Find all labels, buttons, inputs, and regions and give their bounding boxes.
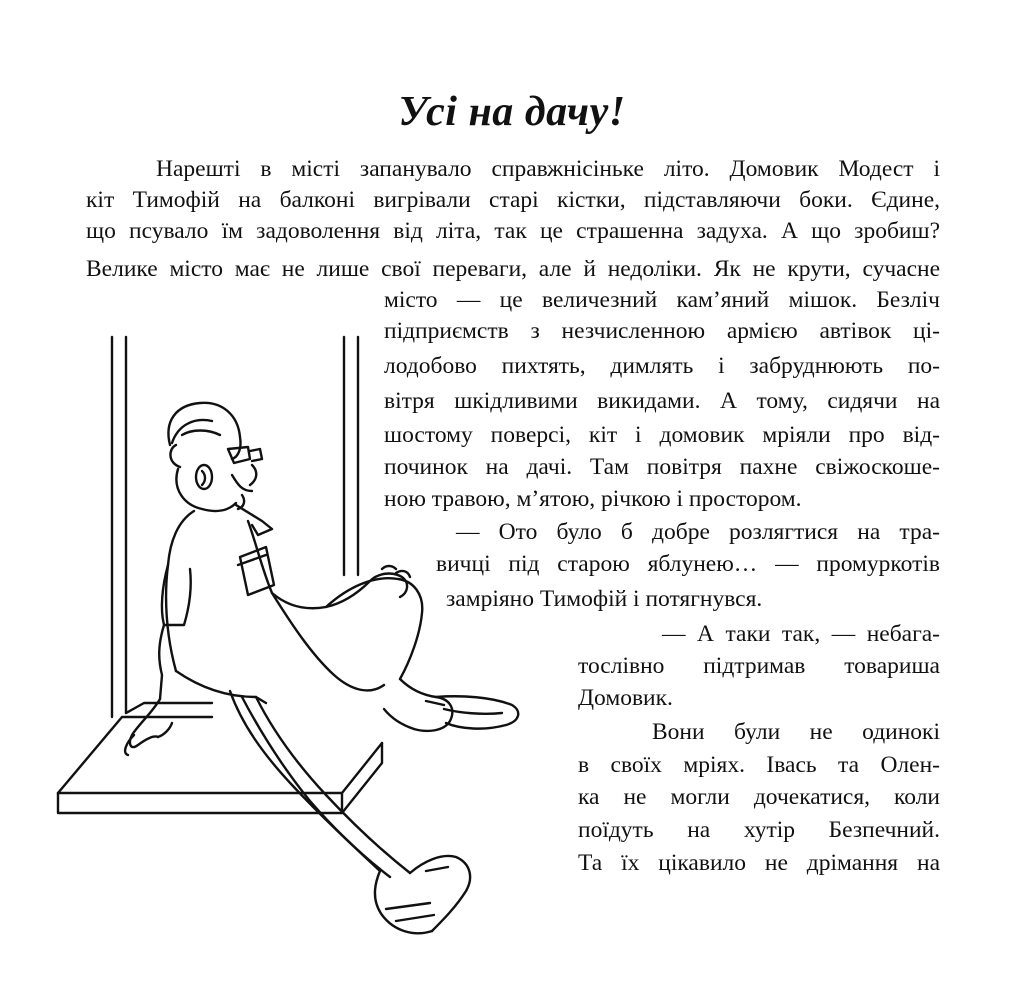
text-line: починок на дачі. Там повітря пахне свіжоскоше- [384,454,940,480]
text-line: ною травою, м’ятою, річкою і простором. [384,486,802,512]
text-line: вичці під старою яблунею… — промуркотів [436,551,940,577]
text-line: ка не могли дочекатися, коли [578,784,940,810]
text-line: Вони були не одинокі [652,719,940,745]
text-line: підприємств з незчисленною армією автівок ці- [384,318,940,344]
raised-leg [272,578,452,731]
text-line: кіт Тимофій на балконі вигрівали старі кістки, підставляючи боки. Єдине, [86,187,940,213]
text-line: — Ото було б добре розлягтися на тра- [456,519,940,545]
head [168,403,262,511]
text-line: Домовик. [578,685,673,711]
text-line: місто — це величезний кам’яний мішок. Безліч [384,287,940,313]
text-line: — А таки так, — небага- [662,621,940,647]
hanging-leg [176,671,470,933]
text-line: Велике місто має не лише свої переваги, але й недоліки. Як не крути, сучасне [86,256,940,282]
text-line: шостому поверсі, кіт і домовик мріяли про від- [384,422,940,448]
text-line: в своїх мріях. Івась та Олен- [578,752,940,778]
page-title: Усі на дачу! [398,89,626,135]
window-frame [112,337,358,717]
text-line: лодобово пихтять, димлять і забруднюють по- [384,353,940,379]
text-line: замріяно Тимофій і потягнувся. [446,586,763,612]
windowsill [58,717,382,813]
text-line: Нарешті в місті запанувало справжнісіньке літо. Домовик Модест і [156,156,940,182]
text-line: що псувало їм задоволення від літа, так це страшенна задуха. А що зробиш? [86,218,940,244]
arm-on-knee [272,566,410,608]
text-line: поїдуть на хутір Безпечний. [578,817,940,843]
text-line: Та їх цікавило не дрімання на [578,850,940,876]
text-line: вітря шкідливими викидами. А тому, сидячи на [384,388,940,414]
text-line: тослівно підтримав товариша [578,653,940,679]
illustration-domovyk-on-windowsill [52,325,552,1000]
